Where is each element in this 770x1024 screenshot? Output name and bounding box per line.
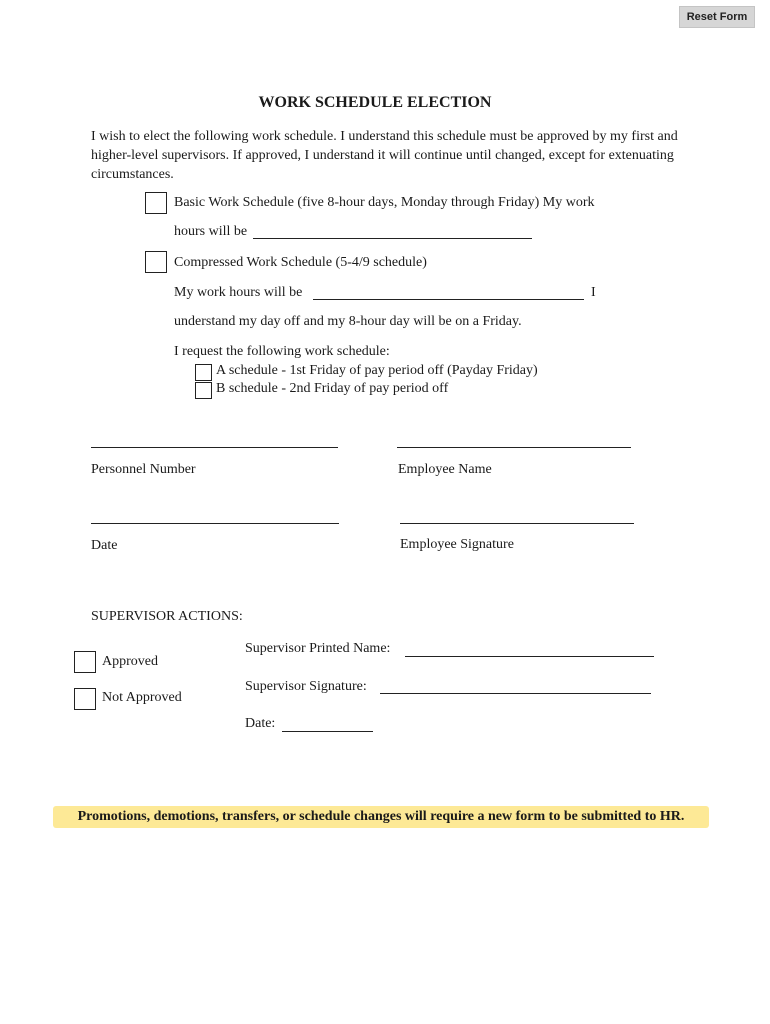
- schedule-a-label: A schedule - 1st Friday of pay period off (Payday Friday): [216, 363, 538, 378]
- compressed-understand-text: understand my day off and my 8-hour day will be on a Friday.: [174, 314, 522, 329]
- compressed-hours-label: My work hours will be: [174, 285, 303, 300]
- date-label: Date: [91, 538, 118, 553]
- basic-schedule-label: Basic Work Schedule (five 8-hour days, Monday through Friday) My work: [174, 195, 595, 210]
- schedule-b-label: B schedule - 2nd Friday of pay period off: [216, 381, 449, 396]
- compressed-hours-field[interactable]: [313, 299, 584, 300]
- compressed-schedule-checkbox[interactable]: [145, 251, 167, 273]
- approved-checkbox[interactable]: [74, 651, 96, 673]
- employee-name-field[interactable]: [397, 447, 631, 448]
- basic-schedule-checkbox[interactable]: [145, 192, 167, 214]
- employee-signature-field[interactable]: [400, 523, 634, 524]
- intro-paragraph: I wish to elect the following work schedule. I understand this schedule must be approved by my first and higher-level supervisors. If approved, I understand it will continue until changed, except for extenuating circumstances.: [91, 129, 678, 182]
- basic-hours-field[interactable]: [253, 238, 532, 239]
- schedule-a-checkbox[interactable]: [195, 364, 212, 381]
- supervisor-printed-name-field[interactable]: [405, 656, 654, 657]
- supervisor-printed-name-label: Supervisor Printed Name:: [245, 641, 391, 656]
- basic-hours-label: hours will be: [174, 224, 248, 239]
- personnel-number-field[interactable]: [91, 447, 338, 448]
- not-approved-checkbox[interactable]: [74, 688, 96, 710]
- form-title: WORK SCHEDULE ELECTION: [258, 94, 492, 111]
- reset-form-button[interactable]: Reset Form: [679, 6, 755, 28]
- hr-notice: Promotions, demotions, transfers, or schedule changes will require a new form to be submitted to HR.: [53, 806, 709, 828]
- schedule-b-checkbox[interactable]: [195, 382, 212, 399]
- supervisor-actions-heading: SUPERVISOR ACTIONS:: [91, 609, 243, 624]
- supervisor-date-label: Date:: [245, 716, 276, 731]
- date-field[interactable]: [91, 523, 339, 524]
- compressed-schedule-label: Compressed Work Schedule (5-4/9 schedule): [174, 255, 427, 270]
- personnel-number-label: Personnel Number: [91, 462, 196, 477]
- supervisor-signature-field[interactable]: [380, 693, 651, 694]
- not-approved-label: Not Approved: [102, 690, 182, 705]
- supervisor-date-field[interactable]: [282, 731, 373, 732]
- supervisor-signature-label: Supervisor Signature:: [245, 679, 367, 694]
- employee-signature-label: Employee Signature: [400, 537, 514, 552]
- compressed-trailing-text: I: [591, 285, 596, 300]
- approved-label: Approved: [102, 654, 158, 669]
- employee-name-label: Employee Name: [398, 462, 492, 477]
- schedule-request-label: I request the following work schedule:: [174, 344, 390, 359]
